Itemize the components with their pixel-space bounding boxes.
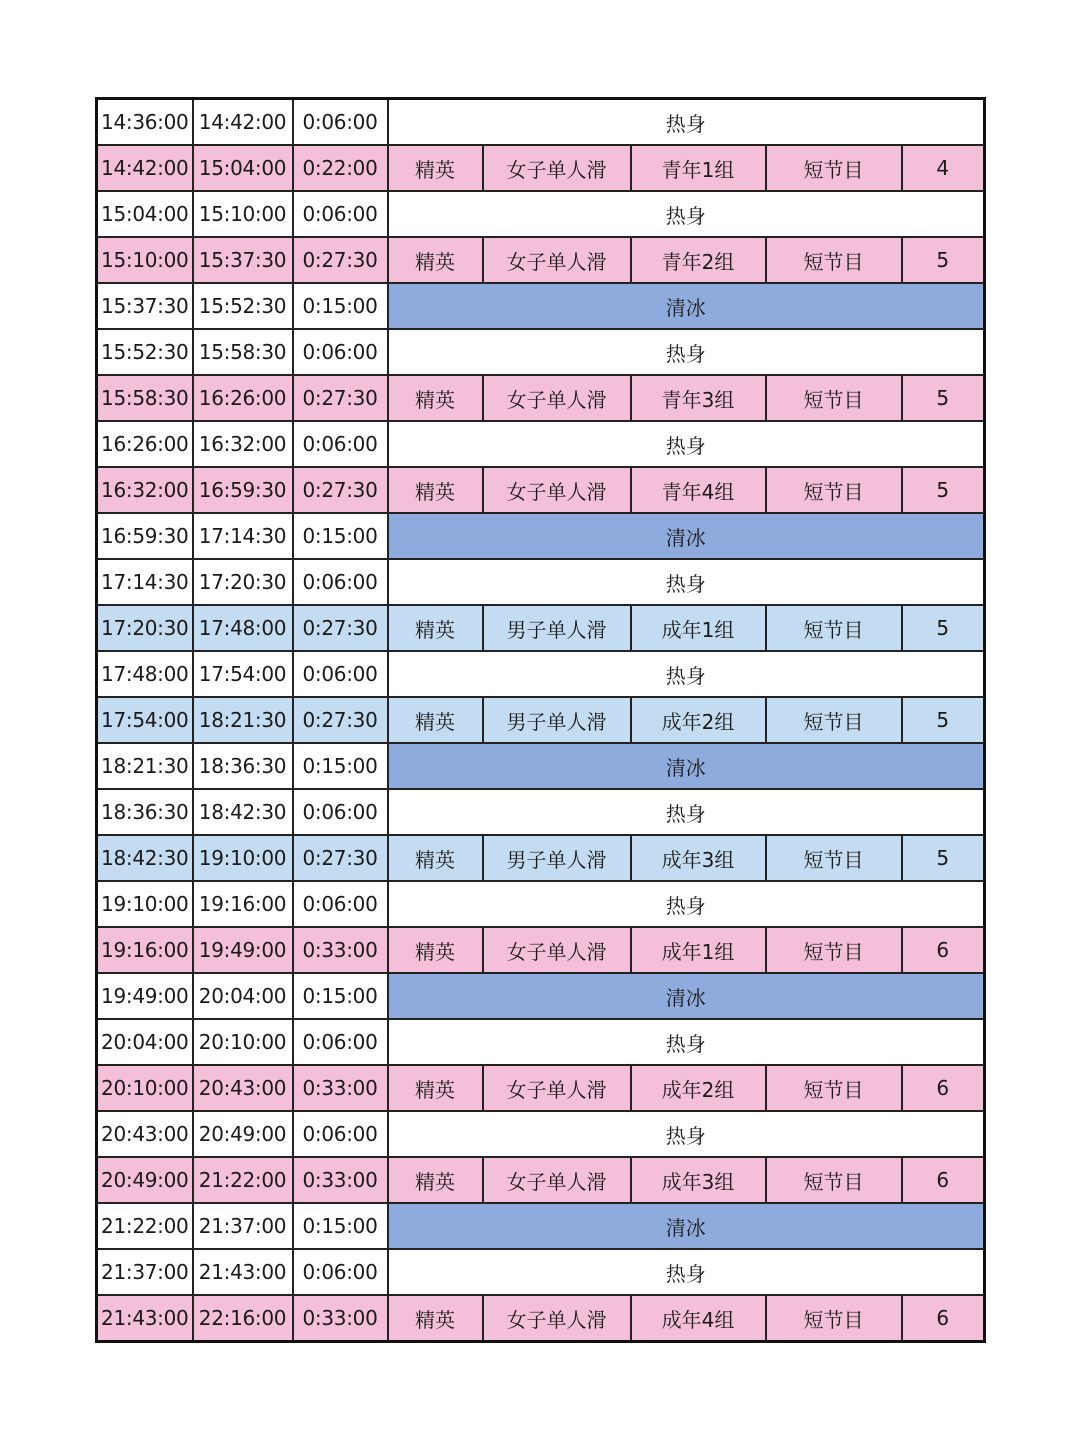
- start-time-cell: 18:36:30: [97, 789, 193, 835]
- warmup-cell: 热身: [388, 329, 985, 375]
- duration-cell: 0:15:00: [293, 743, 388, 789]
- start-time-cell: 21:43:00: [97, 1295, 193, 1342]
- duration-cell: 0:27:30: [293, 605, 388, 651]
- group-cell: 青年4组: [631, 467, 766, 513]
- start-time-cell: 15:52:30: [97, 329, 193, 375]
- schedule-row: [97, 559, 985, 605]
- duration-cell: 0:27:30: [293, 835, 388, 881]
- end-time-cell: 16:59:30: [193, 467, 293, 513]
- start-time-cell: 16:26:00: [97, 421, 193, 467]
- segment-cell: 短节目: [766, 145, 902, 191]
- start-time-cell: 19:16:00: [97, 927, 193, 973]
- end-time-cell: 19:16:00: [193, 881, 293, 927]
- duration-cell: 0:33:00: [293, 927, 388, 973]
- skater-count-cell: 5: [902, 697, 985, 743]
- duration-cell: 0:06:00: [293, 789, 388, 835]
- ice-resurfacing-cell: 清冰: [388, 513, 985, 559]
- schedule-row: [97, 99, 985, 146]
- skater-count-cell: 5: [902, 237, 985, 283]
- end-time-cell: 15:04:00: [193, 145, 293, 191]
- duration-cell: 0:33:00: [293, 1065, 388, 1111]
- schedule-row: [97, 881, 985, 927]
- start-time-cell: 14:36:00: [97, 99, 193, 146]
- segment-cell: 短节目: [766, 605, 902, 651]
- schedule-row: [97, 697, 985, 743]
- group-cell: 成年1组: [631, 605, 766, 651]
- ice-resurfacing-cell: 清冰: [388, 973, 985, 1019]
- end-time-cell: 15:52:30: [193, 283, 293, 329]
- end-time-cell: 20:49:00: [193, 1111, 293, 1157]
- duration-cell: 0:15:00: [293, 1203, 388, 1249]
- skater-count-cell: 6: [902, 1157, 985, 1203]
- start-time-cell: 17:14:30: [97, 559, 193, 605]
- event-cell: 女子单人滑: [483, 1295, 631, 1342]
- event-cell: 女子单人滑: [483, 1157, 631, 1203]
- event-cell: 女子单人滑: [483, 375, 631, 421]
- ice-resurfacing-cell: 清冰: [388, 1203, 985, 1249]
- start-time-cell: 16:59:30: [97, 513, 193, 559]
- skater-count-cell: 6: [902, 1295, 985, 1342]
- warmup-cell: 热身: [388, 1111, 985, 1157]
- duration-cell: 0:33:00: [293, 1157, 388, 1203]
- warmup-cell: 热身: [388, 789, 985, 835]
- level-cell: 精英: [388, 605, 483, 651]
- schedule-row: [97, 375, 985, 421]
- end-time-cell: 21:22:00: [193, 1157, 293, 1203]
- segment-cell: 短节目: [766, 1157, 902, 1203]
- end-time-cell: 18:36:30: [193, 743, 293, 789]
- schedule-row: [97, 1295, 985, 1342]
- schedule-row: [97, 835, 985, 881]
- end-time-cell: 18:42:30: [193, 789, 293, 835]
- warmup-cell: 热身: [388, 559, 985, 605]
- duration-cell: 0:06:00: [293, 559, 388, 605]
- level-cell: 精英: [388, 1157, 483, 1203]
- end-time-cell: 20:43:00: [193, 1065, 293, 1111]
- group-cell: 青年1组: [631, 145, 766, 191]
- duration-cell: 0:06:00: [293, 329, 388, 375]
- end-time-cell: 15:37:30: [193, 237, 293, 283]
- duration-cell: 0:06:00: [293, 99, 388, 146]
- warmup-cell: 热身: [388, 421, 985, 467]
- start-time-cell: 17:48:00: [97, 651, 193, 697]
- duration-cell: 0:15:00: [293, 973, 388, 1019]
- event-cell: 男子单人滑: [483, 605, 631, 651]
- warmup-cell: 热身: [388, 651, 985, 697]
- warmup-cell: 热身: [388, 881, 985, 927]
- end-time-cell: 15:58:30: [193, 329, 293, 375]
- duration-cell: 0:06:00: [293, 881, 388, 927]
- level-cell: 精英: [388, 467, 483, 513]
- skater-count-cell: 4: [902, 145, 985, 191]
- group-cell: 成年2组: [631, 1065, 766, 1111]
- event-cell: 女子单人滑: [483, 927, 631, 973]
- skater-count-cell: 6: [902, 927, 985, 973]
- group-cell: 成年1组: [631, 927, 766, 973]
- event-cell: 女子单人滑: [483, 1065, 631, 1111]
- schedule-row: [97, 651, 985, 697]
- end-time-cell: 19:49:00: [193, 927, 293, 973]
- duration-cell: 0:06:00: [293, 1019, 388, 1065]
- duration-cell: 0:22:00: [293, 145, 388, 191]
- start-time-cell: 15:58:30: [97, 375, 193, 421]
- segment-cell: 短节目: [766, 697, 902, 743]
- level-cell: 精英: [388, 1295, 483, 1342]
- group-cell: 青年2组: [631, 237, 766, 283]
- start-time-cell: 16:32:00: [97, 467, 193, 513]
- start-time-cell: 20:10:00: [97, 1065, 193, 1111]
- warmup-cell: 热身: [388, 99, 985, 146]
- schedule-row: [97, 237, 985, 283]
- start-time-cell: 15:10:00: [97, 237, 193, 283]
- end-time-cell: 17:14:30: [193, 513, 293, 559]
- end-time-cell: 20:10:00: [193, 1019, 293, 1065]
- start-time-cell: 19:49:00: [97, 973, 193, 1019]
- end-time-cell: 21:37:00: [193, 1203, 293, 1249]
- end-time-cell: 22:16:00: [193, 1295, 293, 1342]
- segment-cell: 短节目: [766, 1065, 902, 1111]
- level-cell: 精英: [388, 145, 483, 191]
- schedule-row: [97, 513, 985, 559]
- start-time-cell: 19:10:00: [97, 881, 193, 927]
- segment-cell: 短节目: [766, 927, 902, 973]
- start-time-cell: 15:37:30: [97, 283, 193, 329]
- start-time-cell: 20:49:00: [97, 1157, 193, 1203]
- event-cell: 女子单人滑: [483, 467, 631, 513]
- segment-cell: 短节目: [766, 237, 902, 283]
- schedule-row: [97, 1157, 985, 1203]
- schedule-row: [97, 789, 985, 835]
- level-cell: 精英: [388, 237, 483, 283]
- start-time-cell: 20:43:00: [97, 1111, 193, 1157]
- start-time-cell: 15:04:00: [97, 191, 193, 237]
- end-time-cell: 21:43:00: [193, 1249, 293, 1295]
- segment-cell: 短节目: [766, 1295, 902, 1342]
- schedule-row: [97, 605, 985, 651]
- duration-cell: 0:33:00: [293, 1295, 388, 1342]
- schedule-row: [97, 421, 985, 467]
- skater-count-cell: 5: [902, 375, 985, 421]
- duration-cell: 0:15:00: [293, 283, 388, 329]
- duration-cell: 0:27:30: [293, 697, 388, 743]
- end-time-cell: 17:20:30: [193, 559, 293, 605]
- segment-cell: 短节目: [766, 835, 902, 881]
- start-time-cell: 18:21:30: [97, 743, 193, 789]
- end-time-cell: 17:48:00: [193, 605, 293, 651]
- group-cell: 成年4组: [631, 1295, 766, 1342]
- duration-cell: 0:27:30: [293, 375, 388, 421]
- level-cell: 精英: [388, 375, 483, 421]
- end-time-cell: 16:26:00: [193, 375, 293, 421]
- skater-count-cell: 6: [902, 1065, 985, 1111]
- schedule-row: [97, 1249, 985, 1295]
- schedule-table: [95, 97, 986, 1343]
- start-time-cell: 21:37:00: [97, 1249, 193, 1295]
- schedule-row: [97, 283, 985, 329]
- schedule-row: [97, 973, 985, 1019]
- schedule-row: [97, 191, 985, 237]
- level-cell: 精英: [388, 1065, 483, 1111]
- end-time-cell: 14:42:00: [193, 99, 293, 146]
- warmup-cell: 热身: [388, 1249, 985, 1295]
- duration-cell: 0:06:00: [293, 1249, 388, 1295]
- event-cell: 女子单人滑: [483, 145, 631, 191]
- warmup-cell: 热身: [388, 191, 985, 237]
- end-time-cell: 18:21:30: [193, 697, 293, 743]
- skater-count-cell: 5: [902, 835, 985, 881]
- level-cell: 精英: [388, 927, 483, 973]
- group-cell: 成年3组: [631, 1157, 766, 1203]
- segment-cell: 短节目: [766, 467, 902, 513]
- schedule-row: [97, 743, 985, 789]
- skater-count-cell: 5: [902, 467, 985, 513]
- duration-cell: 0:06:00: [293, 651, 388, 697]
- schedule-row: [97, 1203, 985, 1249]
- end-time-cell: 19:10:00: [193, 835, 293, 881]
- schedule-row: [97, 1019, 985, 1065]
- start-time-cell: 18:42:30: [97, 835, 193, 881]
- start-time-cell: 14:42:00: [97, 145, 193, 191]
- end-time-cell: 17:54:00: [193, 651, 293, 697]
- end-time-cell: 15:10:00: [193, 191, 293, 237]
- schedule-row: [97, 329, 985, 375]
- schedule-row: [97, 1065, 985, 1111]
- schedule-row: [97, 927, 985, 973]
- event-cell: 男子单人滑: [483, 835, 631, 881]
- skater-count-cell: 5: [902, 605, 985, 651]
- event-cell: 男子单人滑: [483, 697, 631, 743]
- start-time-cell: 20:04:00: [97, 1019, 193, 1065]
- ice-resurfacing-cell: 清冰: [388, 743, 985, 789]
- warmup-cell: 热身: [388, 1019, 985, 1065]
- segment-cell: 短节目: [766, 375, 902, 421]
- start-time-cell: 17:20:30: [97, 605, 193, 651]
- start-time-cell: 17:54:00: [97, 697, 193, 743]
- group-cell: 青年3组: [631, 375, 766, 421]
- duration-cell: 0:06:00: [293, 421, 388, 467]
- schedule-row: [97, 1111, 985, 1157]
- end-time-cell: 16:32:00: [193, 421, 293, 467]
- schedule-row: [97, 145, 985, 191]
- duration-cell: 0:06:00: [293, 191, 388, 237]
- duration-cell: 0:15:00: [293, 513, 388, 559]
- duration-cell: 0:27:30: [293, 467, 388, 513]
- schedule-row: [97, 467, 985, 513]
- duration-cell: 0:06:00: [293, 1111, 388, 1157]
- group-cell: 成年2组: [631, 697, 766, 743]
- event-cell: 女子单人滑: [483, 237, 631, 283]
- end-time-cell: 20:04:00: [193, 973, 293, 1019]
- start-time-cell: 21:22:00: [97, 1203, 193, 1249]
- schedule-body: [97, 99, 985, 1342]
- group-cell: 成年3组: [631, 835, 766, 881]
- level-cell: 精英: [388, 697, 483, 743]
- ice-resurfacing-cell: 清冰: [388, 283, 985, 329]
- level-cell: 精英: [388, 835, 483, 881]
- duration-cell: 0:27:30: [293, 237, 388, 283]
